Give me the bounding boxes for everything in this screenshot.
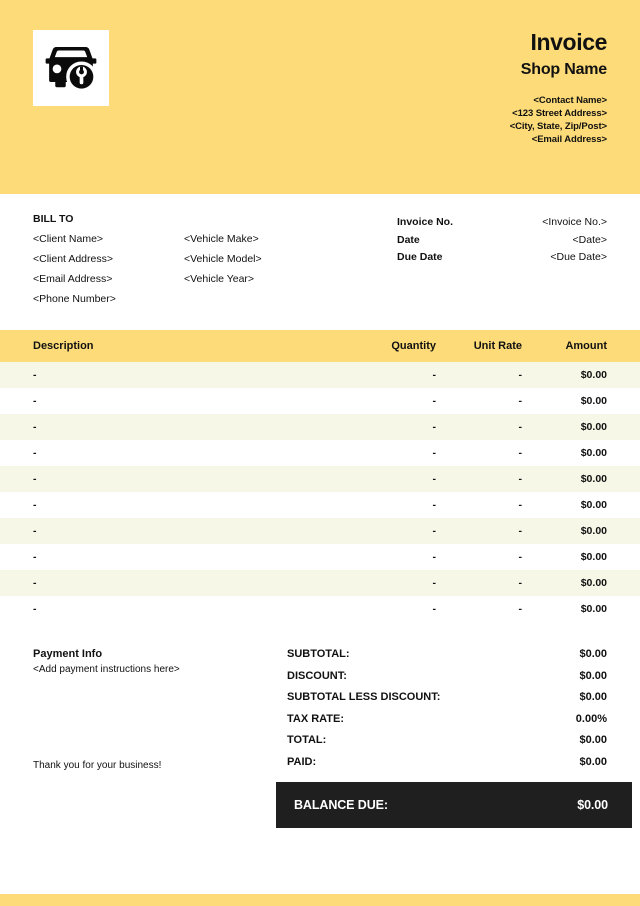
discount-value: $0.00 — [579, 669, 607, 682]
date-label: Date — [397, 233, 420, 246]
vehicle-year: <Vehicle Year> — [184, 273, 255, 285]
cell-description: - — [33, 395, 37, 407]
cell-description: - — [33, 551, 37, 563]
cell-unit-rate: - — [518, 525, 522, 537]
subtotal-row — [287, 647, 607, 669]
invoice-header — [0, 0, 640, 194]
cell-amount: $0.00 — [580, 551, 607, 563]
cell-quantity: - — [432, 603, 436, 615]
total-row — [287, 733, 607, 755]
cell-amount: $0.00 — [580, 525, 607, 537]
col-quantity: Quantity — [391, 340, 436, 352]
items-table-body — [0, 362, 640, 622]
cell-description: - — [33, 369, 37, 381]
total-value: $0.00 — [579, 734, 607, 746]
cell-amount: $0.00 — [580, 421, 607, 433]
table-row — [0, 414, 640, 440]
cell-quantity: - — [432, 421, 436, 433]
table-row — [0, 544, 640, 570]
total-label: TOTAL: — [287, 734, 327, 746]
cell-description: - — [33, 577, 37, 589]
table-row — [0, 388, 640, 414]
car-service-icon — [43, 40, 99, 96]
cell-quantity: - — [432, 577, 436, 589]
tax-rate-label: TAX RATE: — [287, 712, 345, 725]
discount-label: DISCOUNT: — [287, 669, 347, 682]
date-value: <Date> — [572, 233, 607, 246]
cell-unit-rate: - — [518, 603, 522, 615]
cell-description: - — [33, 603, 37, 615]
subtotal-value: $0.00 — [579, 648, 607, 660]
tax-rate-row — [287, 712, 607, 734]
invoice-no-value: <Invoice No.> — [542, 216, 607, 228]
balance-due-bar — [276, 782, 632, 828]
shop-contact-block — [510, 94, 607, 146]
due-date-value: <Due Date> — [550, 251, 607, 263]
subtotal-label: SUBTOTAL: — [287, 648, 350, 660]
col-description: Description — [33, 340, 94, 352]
contact-name: <Contact Name> — [533, 95, 607, 106]
table-row — [0, 466, 640, 492]
cell-unit-rate: - — [518, 499, 522, 511]
cell-description: - — [33, 447, 37, 459]
table-row — [0, 362, 640, 388]
subtotal-less-discount-value: $0.00 — [579, 691, 607, 703]
footer-accent-strip — [0, 894, 640, 906]
client-phone: <Phone Number> — [33, 293, 116, 305]
invoice-meta-labels — [397, 214, 453, 267]
cell-quantity: - — [432, 395, 436, 407]
email-address: <Email Address> — [531, 134, 607, 145]
vehicle-make: <Vehicle Make> — [184, 233, 259, 245]
cell-quantity: - — [432, 369, 436, 381]
paid-value: $0.00 — [579, 755, 607, 768]
due-date-label: Due Date — [397, 251, 443, 263]
cell-quantity: - — [432, 525, 436, 537]
payment-info-label: Payment Info — [33, 648, 103, 660]
cell-quantity: - — [432, 447, 436, 459]
invoice-meta-values — [542, 214, 607, 267]
table-row — [0, 518, 640, 544]
cell-unit-rate: - — [518, 369, 522, 381]
client-name: <Client Name> — [33, 233, 104, 245]
totals-block — [287, 647, 607, 776]
shop-logo — [33, 30, 109, 106]
invoice-no-label: Invoice No. — [397, 216, 454, 228]
vehicle-block — [184, 229, 262, 289]
street-address: <123 Street Address> — [512, 108, 607, 119]
cell-quantity: - — [432, 551, 436, 563]
thank-you-note: Thank you for your business! — [33, 760, 162, 771]
cell-amount: $0.00 — [580, 395, 607, 407]
subtotal-less-discount-label: SUBTOTAL LESS DISCOUNT: — [287, 691, 441, 703]
col-amount: Amount — [565, 340, 607, 352]
items-table-header — [0, 330, 640, 362]
client-address: <Client Address> — [33, 253, 113, 265]
cell-quantity: - — [432, 473, 436, 485]
bill-to-block — [33, 209, 116, 309]
cell-amount: $0.00 — [580, 369, 607, 381]
city-state-zip: <City, State, Zip/Post> — [509, 121, 607, 132]
page-title: Invoice — [530, 29, 607, 55]
cell-unit-rate: - — [518, 421, 522, 433]
cell-description: - — [33, 473, 37, 485]
balance-due-label: BALANCE DUE: — [294, 798, 388, 812]
table-row — [0, 440, 640, 466]
col-unit-rate: Unit Rate — [473, 340, 522, 352]
table-row — [0, 570, 640, 596]
bill-to-label: BILL TO — [33, 213, 74, 225]
cell-description: - — [33, 499, 37, 511]
tax-rate-value: 0.00% — [575, 712, 607, 725]
cell-quantity: - — [432, 499, 436, 511]
cell-unit-rate: - — [518, 577, 522, 589]
cell-description: - — [33, 525, 37, 537]
cell-amount: $0.00 — [580, 447, 607, 459]
shop-name: Shop Name — [520, 61, 607, 78]
cell-unit-rate: - — [518, 395, 522, 407]
discount-row — [287, 669, 607, 691]
cell-unit-rate: - — [518, 473, 522, 485]
cell-unit-rate: - — [518, 447, 522, 459]
cell-amount: $0.00 — [580, 603, 607, 615]
payment-instructions: <Add payment instructions here> — [33, 664, 180, 675]
header-identity — [510, 30, 607, 146]
vehicle-model: <Vehicle Model> — [184, 253, 262, 265]
paid-row — [287, 755, 607, 777]
cell-unit-rate: - — [518, 551, 522, 563]
paid-label: PAID: — [287, 755, 317, 768]
cell-amount: $0.00 — [580, 577, 607, 589]
subtotal-less-discount-row — [287, 690, 607, 712]
cell-amount: $0.00 — [580, 499, 607, 511]
cell-amount: $0.00 — [580, 473, 607, 485]
balance-due-value: $0.00 — [577, 798, 608, 812]
table-row — [0, 596, 640, 622]
table-row — [0, 492, 640, 518]
cell-description: - — [33, 421, 37, 433]
client-email: <Email Address> — [33, 273, 113, 285]
